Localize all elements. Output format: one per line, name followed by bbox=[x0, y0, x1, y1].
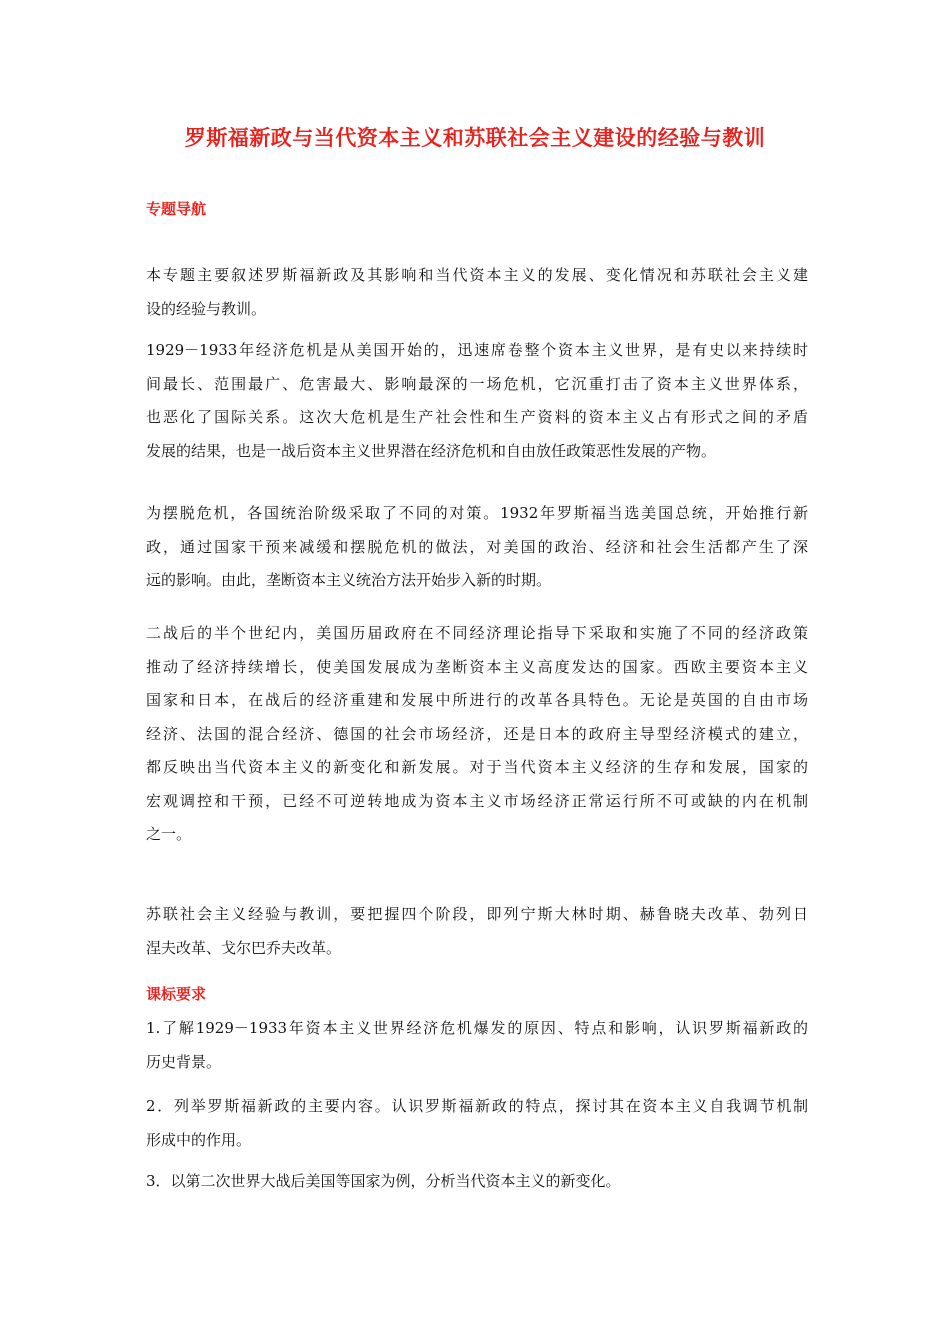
text-line: 历史背景。 bbox=[146, 1052, 222, 1071]
text-line: 之一。 bbox=[146, 825, 192, 843]
text-line: 为摆脱危机，各国统治阶级采取了不同的对策。1932年罗斯福当选美国总统，开始推行新 bbox=[146, 504, 808, 522]
section-heading-nav: 专题导航 bbox=[146, 200, 207, 218]
text-line: 涅夫改革、戈尔巴乔夫改革。 bbox=[146, 938, 342, 957]
standard-item-3 bbox=[146, 1165, 808, 1199]
text-line: 远的影响。由此，垄断资本主义统治方法开始步入新的时期。 bbox=[146, 571, 552, 589]
text-line: 发展的结果，也是一战后资本主义世界潜在经济危机和自由放任政策恶性发展的产物。 bbox=[146, 441, 717, 460]
text-line: 3．以第二次世界大战后美国等国家为例，分析当代资本主义的新变化。 bbox=[146, 1172, 621, 1190]
section-heading-standards: 课标要求 bbox=[146, 985, 207, 1003]
nav-paragraph-3 bbox=[146, 497, 808, 598]
text-line: 本专题主要叙述罗斯福新政及其影响和当代资本主义的发展、变化情况和苏联社会主义建 bbox=[146, 266, 808, 284]
nav-paragraph-5 bbox=[146, 898, 808, 965]
text-line: 经济、法国的混合经济、德国的社会市场经济，还是日本的政府主导型经济模式的建立， bbox=[146, 724, 808, 743]
text-line: 2．列举罗斯福新政的主要内容。认识罗斯福新政的特点，探讨其在资本主义自我调节机制 bbox=[146, 1097, 808, 1115]
text-line: 苏联社会主义经验与教训，要把握四个阶段，即列宁斯大林时期、赫鲁晓夫改革、勃列日 bbox=[146, 905, 808, 923]
text-line: 1.了解1929－1933年资本主义世界经济危机爆发的原因、特点和影响，认识罗斯福新政的 bbox=[146, 1019, 808, 1037]
text-line: 宏观调控和干预，已经不可逆转地成为资本主义市场经济正常运行所不可或缺的内在机制 bbox=[146, 791, 808, 810]
text-line: 间最长、范围最广、危害最大、影响最深的一场危机，它沉重打击了资本主义世界体系， bbox=[146, 374, 808, 393]
nav-paragraph-4 bbox=[146, 617, 808, 852]
text-line: 1929－1933年经济危机是从美国开始的，迅速席卷整个资本主义世界，是有史以来持续时 bbox=[146, 341, 808, 359]
nav-paragraph-1 bbox=[146, 259, 808, 326]
text-line: 二战后的半个世纪内，美国历届政府在不同经济理论指导下采取和实施了不同的经济政策 bbox=[146, 624, 808, 642]
text-line: 都反映出当代资本主义的新变化和新发展。对于当代资本主义经济的生存和发展，国家的 bbox=[146, 758, 808, 776]
text-line: 也恶化了国际关系。这次大危机是生产社会性和生产资料的资本主义占有形式之间的矛盾 bbox=[146, 408, 808, 426]
document-title: 罗斯福新政与当代资本主义和苏联社会主义建设的经验与教训 bbox=[184, 126, 766, 150]
text-line: 政，通过国家干预来减缓和摆脱危机的做法，对美国的政治、经济和社会生活都产生了深 bbox=[146, 537, 808, 556]
nav-paragraph-2 bbox=[146, 334, 808, 468]
text-line: 国家和日本，在战后的经济重建和发展中所进行的改革各具特色。无论是英国的自由市场 bbox=[146, 691, 808, 709]
text-line: 设的经验与教训。 bbox=[146, 299, 267, 318]
standard-item-2 bbox=[146, 1090, 808, 1157]
standard-item-1 bbox=[146, 1012, 808, 1079]
text-line: 形成中的作用。 bbox=[146, 1130, 252, 1149]
text-line: 推动了经济持续增长，使美国发展成为垄断资本主义高度发达的国家。西欧主要资本主义 bbox=[146, 657, 808, 676]
